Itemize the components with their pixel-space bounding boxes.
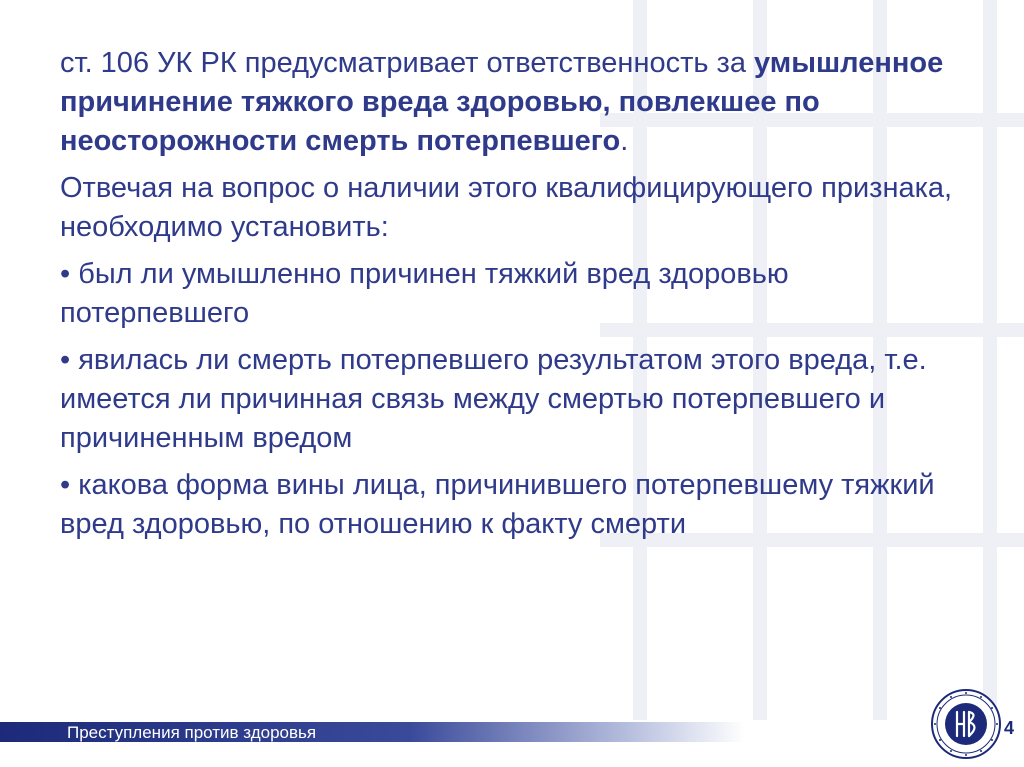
- article-tail-text: .: [620, 125, 629, 157]
- intro-paragraph: Отвечая на вопрос о наличии этого квалифицирующего признака, необходимо установить:: [60, 172, 953, 243]
- bullet-item-3: • какова форма вины лица, причинившего потерпевшему тяжкий вред здоровью, по отношению к факту смерти: [60, 469, 935, 540]
- slide-content: [60, 44, 980, 552]
- bullet-item-2: • явилась ли смерть потерпевшего результатом этого вреда, т.е. имеется ли причинная связь между смертью потерпевшего и причиненным вредом: [60, 344, 927, 454]
- article-lead-text: ст. 106 УК РК предусматривает ответственность за: [60, 47, 746, 79]
- page-number: 4: [1004, 718, 1015, 738]
- footer-section-title: Преступления против здоровья: [67, 723, 317, 742]
- bullet-item-1: • был ли умышленно причинен тяжкий вред здоровью потерпевшего: [60, 258, 789, 329]
- hse-university-seal-icon: [926, 688, 1006, 760]
- article-paragraph: [60, 44, 980, 161]
- footer-bar: [0, 722, 745, 742]
- article-bold-text: умышленное причинение тяжкого вреда здоровью, повлекшее по неосторожности смерть потерпевшего: [60, 47, 944, 157]
